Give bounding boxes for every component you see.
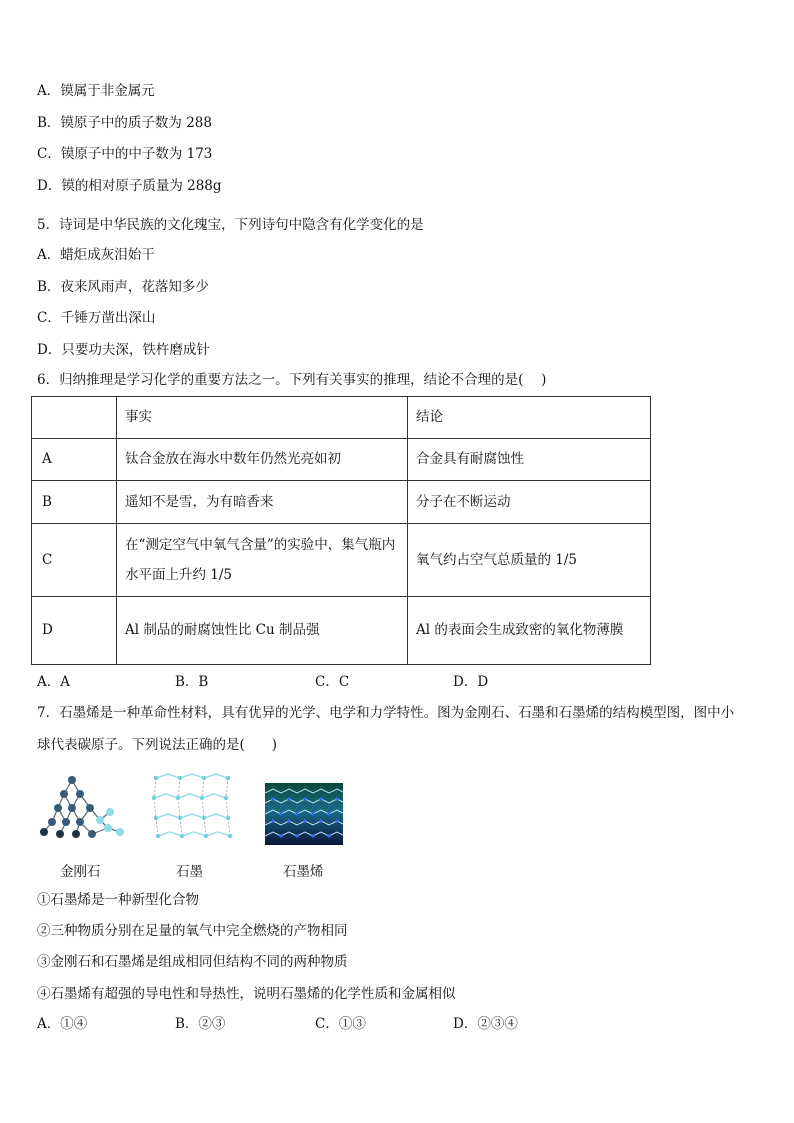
q7-statement-1: ①石墨烯是一种新型化合物 — [37, 892, 199, 908]
table-header-fact: 事实 — [117, 397, 408, 439]
row-conclusion: Al 的表面会生成致密的氧化物薄膜 — [408, 597, 651, 665]
graphene-caption: 石墨烯 — [283, 864, 324, 880]
q7-stem-line2: 球代表碳原子。下列说法正确的是( ) — [37, 737, 278, 753]
row-fact-line2: 水平面上升约 1/5 — [125, 567, 233, 583]
q6-options — [37, 673, 488, 691]
q5-stem: 5．诗词是中华民族的文化瑰宝，下列诗句中隐含有化学变化的是 — [37, 217, 424, 233]
q6-fact-table — [31, 396, 651, 665]
table-row — [32, 524, 651, 597]
row-conclusion: 氧气约占空气总质量的 1/5 — [408, 524, 651, 597]
row-conclusion: 合金具有耐腐蚀性 — [408, 439, 651, 481]
q5-option-c: C．千锤万凿出深山 — [37, 310, 156, 326]
q4-option-c: C．镆原子中的中子数为 173 — [37, 146, 213, 162]
q6-option-a: A．A — [37, 674, 70, 690]
q4-option-a: A．镆属于非金属元 — [37, 83, 155, 99]
q7-statement-3: ③金刚石和石墨烯是组成相同但结构不同的两种物质 — [37, 954, 348, 970]
q7-option-c: C．①③ — [315, 1016, 366, 1032]
q6-option-c: C．C — [315, 674, 350, 690]
q7-option-b: B．②③ — [175, 1016, 226, 1032]
table-header-row — [32, 397, 651, 439]
q7-statement-2: ②三种物质分别在足量的氧气中完全燃烧的产物相同 — [37, 923, 348, 939]
row-fact: Al 制品的耐腐蚀性比 Cu 制品强 — [117, 597, 408, 665]
q7-options — [37, 1015, 518, 1033]
row-fact — [117, 524, 408, 597]
q7-stem-line1: 7．石墨烯是一种革命性材料，具有优异的光学、电学和力学特性。图为金刚石、石墨和石墨烯的结构模型图，图中小 — [37, 705, 735, 721]
q7-option-a: A．①④ — [37, 1016, 88, 1032]
table-row — [32, 597, 651, 665]
diamond-caption: 金刚石 — [60, 864, 101, 880]
diamond-structure-icon — [38, 770, 128, 842]
table-row — [32, 439, 651, 481]
q6-option-d: D．D — [453, 674, 489, 690]
q4-option-b: B．镆原子中的质子数为 288 — [37, 115, 212, 131]
q6-option-b: B．B — [175, 674, 209, 690]
table-header-blank — [32, 397, 117, 439]
graphite-structure-icon — [148, 770, 238, 842]
row-fact: 遥知不是雪，为有暗香来 — [117, 481, 408, 524]
row-label: D — [32, 597, 117, 665]
graphite-caption: 石墨 — [176, 864, 203, 880]
q4-option-d: D．镆的相对原子质量为 288g — [37, 178, 222, 194]
table-header-conclusion: 结论 — [408, 397, 651, 439]
row-fact-line1: 在“测定空气中氧气含量”的实验中，集气瓶内 — [125, 537, 396, 553]
row-label: B — [32, 481, 117, 524]
row-label: C — [32, 524, 117, 597]
table-row — [32, 481, 651, 524]
row-fact: 钛合金放在海水中数年仍然光亮如初 — [117, 439, 408, 481]
q7-statement-4: ④石墨烯有超强的导电性和导热性，说明石墨烯的化学性质和金属相似 — [37, 986, 456, 1002]
q6-stem: 6．归纳推理是学习化学的重要方法之一。下列有关事实的推理，结论不合理的是( ) — [37, 372, 547, 388]
graphene-structure-icon — [265, 783, 343, 845]
row-label: A — [32, 439, 117, 481]
q5-option-b: B．夜来风雨声，花落知多少 — [37, 279, 209, 295]
row-conclusion: 分子在不断运动 — [408, 481, 651, 524]
q7-option-d: D．②③④ — [453, 1016, 518, 1032]
q5-option-d: D．只要功夫深，铁杵磨成针 — [37, 342, 210, 358]
q5-option-a: A．蜡炬成灰泪始干 — [37, 247, 155, 263]
